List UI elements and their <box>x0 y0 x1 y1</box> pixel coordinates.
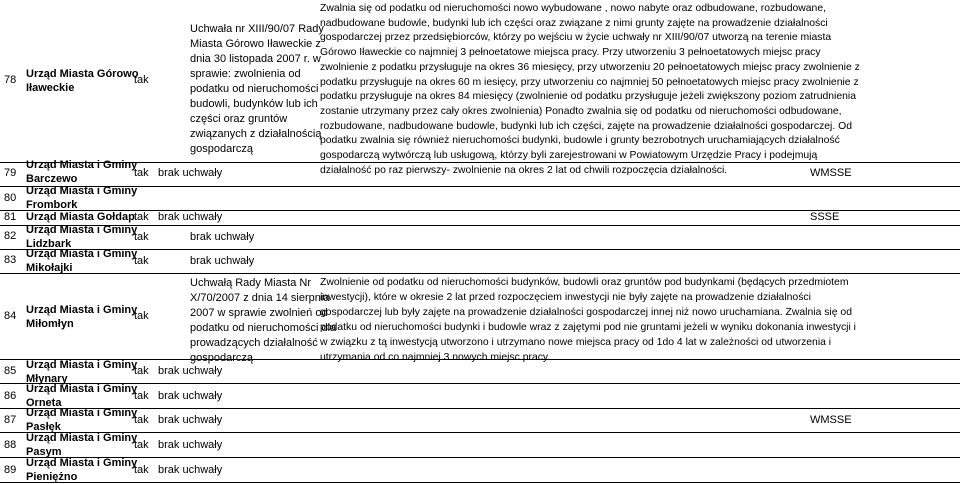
answer-cell: tak <box>134 231 149 243</box>
office-name: Urząd Miasta i Gminy <box>26 304 138 316</box>
decision-cell: brak uchwały <box>158 464 223 476</box>
decision-cell: brak uchwały <box>190 255 255 267</box>
decision-line: prowadzących działalność <box>190 337 318 349</box>
office-name: Urząd Miasta Górowo <box>26 68 139 80</box>
answer-cell: tak <box>134 167 149 179</box>
office-name: Urząd Miasta i Gminy <box>26 185 138 197</box>
decision-cell: brak uchwały <box>158 365 223 377</box>
row-border <box>0 249 960 250</box>
decision-cell: brak uchwały <box>158 211 223 223</box>
office-name: Urząd Miasta i Gminy <box>26 359 138 371</box>
office-name: Urząd Miasta i Gminy <box>26 407 138 419</box>
office-name: Lidzbark <box>26 238 72 250</box>
row-number: 78 <box>4 74 17 86</box>
zone-cell: SSSE <box>810 211 840 223</box>
decision-line: części oraz gruntów <box>190 113 288 125</box>
office-name: Pasym <box>26 446 62 458</box>
decision-cell: brak uchwały <box>158 167 223 179</box>
decision-cell: brak uchwały <box>158 439 223 451</box>
row-border <box>0 482 960 483</box>
description-line: podatku od nieruchomości budynki i budowle wraz z zajętymi pod nie gruntami jeżeli w wyniku dokonania inwestycji i <box>320 322 856 333</box>
description-line: Górowo Iławeckie co najmniej 3 pełnoetatowe miejsca pracy. Przy utworzeniu 3 pełnoetatowych miejsc pracy <box>320 47 821 59</box>
office-name: Urząd Miasta i Gminy <box>26 432 138 444</box>
decision-cell: brak uchwały <box>158 414 223 426</box>
office-name: Urząd Miasta i Gminy <box>26 159 138 171</box>
description-line: utrzymania od co najmniej 3 nowych miejsc pracy. <box>320 352 551 363</box>
office-name: Barczewo <box>26 173 78 185</box>
decision-line: dnia 30 listopada 2007 r. w <box>190 53 321 65</box>
answer-cell: tak <box>134 464 149 476</box>
office-name: Miłomłyn <box>26 318 74 330</box>
decision-cell: brak uchwały <box>158 390 223 402</box>
row-border <box>0 273 960 274</box>
row-number: 84 <box>4 310 17 322</box>
office-name: Mikołajki <box>26 262 73 274</box>
office-name: Urząd Miasta i Gminy <box>26 457 138 469</box>
row-border <box>0 186 960 187</box>
description-line: podatku przysługuje na okres 60 m iesięcy, przy utworzeniu co najmniej 50 pełnoetatowych miejsc pracy zwolnienie z <box>320 76 859 88</box>
row-number: 86 <box>4 390 17 402</box>
decision-line: Miasta Górowo Iławeckie z <box>190 38 321 50</box>
description-line: w związku z tą inwestycją utworzono i utrzymano nowe miejsca pracy od 1do 4 lat w zależności od utworzenia i <box>320 337 832 348</box>
description-line: gospodarczą wytwórczą lub usługową, którzy byli zarejestrowani w Powiatowym Urzędzie Pracy i podejmują <box>320 150 818 161</box>
decision-line: sprawie: zwolnienia od <box>190 68 301 80</box>
answer-cell: tak <box>134 365 149 377</box>
decision-line: budowli, budynków lub ich <box>190 98 318 110</box>
row-number: 88 <box>4 439 17 451</box>
office-name: Orneta <box>26 397 62 409</box>
answer-cell: tak <box>134 74 149 86</box>
row-number: 82 <box>4 230 17 242</box>
row-number: 80 <box>4 192 17 204</box>
description-line: nadbudowane budowle, budynki lub ich części oraz związane z nimi grunty zajęte na prowadzenie działalności <box>320 17 828 29</box>
decision-line: gospodarczą <box>190 143 253 155</box>
office-name: Iławeckie <box>26 82 75 94</box>
decision-line: Uchwała nr XIII/90/07 Rady <box>190 23 324 35</box>
row-border <box>0 383 960 384</box>
row-number: 87 <box>4 414 17 426</box>
decision-line: 2007 w sprawie zwolnień od <box>190 307 328 319</box>
row-number: 79 <box>4 167 17 179</box>
decision-line: gospodarczą <box>190 352 253 364</box>
description-line: Zwalnia się od podatku od nieruchomości nowo wybudowane , nowo nabyte oraz odbudowane, rozbudowane, <box>320 3 827 14</box>
office-name: Młynary <box>26 373 68 385</box>
row-number: 89 <box>4 464 17 476</box>
description-line: podatku przysługuje na okres 84 miesięcy (zwolnienie od podatku przysługuje jeżeli zwiększony poziom zatrudnienia <box>320 91 856 103</box>
decision-line: Uchwałą Rady Miasta Nr <box>190 277 312 289</box>
office-name: Pasłęk <box>26 421 61 433</box>
description-line: inwestycji), które w okresie 2 lat przed rozpoczęciem inwestycji nie były zajęte na prowadzenie działalności <box>320 292 811 303</box>
office-name: Urząd Miasta i Gminy <box>26 383 138 395</box>
row-border <box>0 408 960 409</box>
office-name: Urząd Miasta i Gminy <box>26 248 138 260</box>
row-border <box>0 225 960 226</box>
decision-line: X/70/2007 z dnia 14 sierpnia <box>190 292 330 304</box>
row-border <box>0 432 960 433</box>
row-number: 81 <box>4 211 17 223</box>
office-name: Pieniężno <box>26 471 78 483</box>
row-border <box>0 457 960 458</box>
description-line: rozbudowane, nadbudowane budowle, budynki lub ich części, zajęte na prowadzenie działalności gospodarczej. Od <box>320 120 852 132</box>
office-name: Urząd Miasta Gołdap <box>26 211 135 223</box>
description-line: podatku zwalnia się również nieruchomości budynki, budowle i grunty bezrobotnych uruchamiających działalność <box>320 135 840 147</box>
office-name: Frombork <box>26 199 78 211</box>
office-name: Urząd Miasta i Gminy <box>26 224 138 236</box>
answer-cell: tak <box>134 439 149 451</box>
description-line: zwolnienie z podatku przysługuje na okres 36 miesięcy, przy utworzeniu 20 pełnoetatowych miejsc pracy zwolnienie z <box>320 61 860 73</box>
answer-cell: tak <box>134 414 149 426</box>
answer-cell: tak <box>134 211 149 223</box>
description-line: gospodarczej przez przedsiębiorców, którzy po wejściu w życie uchwały nr XIII/90/07 utworzą na terenie miasta <box>320 32 832 44</box>
zone-cell: WMSSE <box>810 167 852 179</box>
zone-cell: WMSSE <box>810 414 852 426</box>
decision-line: związanych z działalnością <box>190 128 322 140</box>
decision-line: podatku od nieruchomości dla <box>190 322 337 334</box>
decision-cell: brak uchwały <box>190 231 255 243</box>
row-number: 85 <box>4 365 17 377</box>
row-number: 83 <box>4 254 17 266</box>
decision-line: podatku od nieruchomości <box>190 83 319 95</box>
answer-cell: tak <box>134 255 149 267</box>
description-line: gospodarczej lub były zajęte na prowadzenie działalności gospodarczej innej niż nowo uruchamiana. Zwalnia się od <box>320 307 852 318</box>
description-line: zostanie utrzymany przez cały okres zwolnienia) Ponadto zwalnia się od podatku od nieruchomości odbudowane, <box>320 105 842 117</box>
answer-cell: tak <box>134 390 149 402</box>
description-line: Zwolnienie od podatku od nieruchomości budynków, budowli oraz gruntów pod budynkami (będących przedmiotem <box>320 277 849 288</box>
answer-cell: tak <box>134 310 149 322</box>
description-line: działalność po raz pierwszy- zwolnienie na okres 2 lat od chwili rozpoczęcia działalności. <box>320 164 728 176</box>
